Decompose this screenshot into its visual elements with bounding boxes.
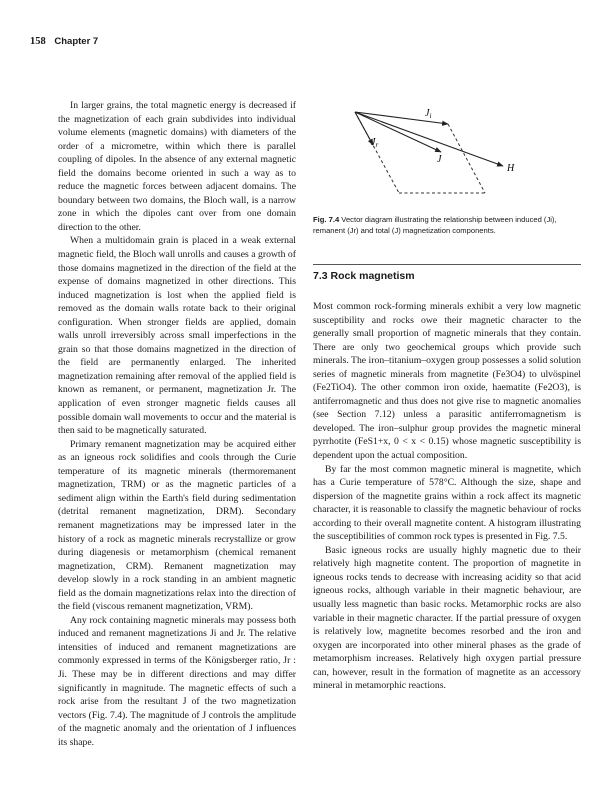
ji-label-main: J	[425, 108, 430, 119]
vector-diagram-svg	[313, 96, 581, 206]
paragraph: Primary remanent magnetization may be acquired either as an igneous rock solidifies and cools through the Curie temperature of its magnetic minerals (thermoremanent magnetization, TRM) or as the magnetic particles of a sediment align within the Earth's field during sedimentation (detrital remanent magnetization, DRM). Secondary remanent magnetizations may be impressed later in the history of a rock as magnetic minerals recrystallize or grow during diagenesis or metamorphism (chemical remanent magnetization, CRM). Remanent magnetization may develop slowly in a rock standing in an ambient magnetic field as the domain magnetizations relax into the direction of the field (viscous remanent magnetization, VRM).	[58, 438, 296, 613]
h-field-arrow	[355, 112, 503, 166]
right-column	[313, 300, 581, 693]
ji-label-sub: i	[429, 112, 432, 120]
section-rule	[313, 264, 581, 265]
vector-diagram	[313, 96, 581, 206]
jr-parallel-dashed	[448, 124, 485, 193]
chapter-label: Chapter 7	[54, 36, 99, 47]
page-number: 158	[30, 36, 46, 47]
paragraph: Most common rock-forming minerals exhibit a very low magnetic susceptibility and rocks owe their magnetic character to the generally small proportion of magnetic minerals that they contain. There are only two geochemical groups which provide such minerals. The iron–titanium–oxygen group possesses a solid solution series of magnetic minerals from magnetite (Fe3O4) to ulvöspinel (Fe2TiO4). The other common iron oxide, haematite (Fe2O3), is antiferromagnetic and thus does not give rise to magnetic anomalies (see Section 7.12) unless a parasitic antiferromagnetism is developed. The iron–sulphur group provides the magnetic mineral pyrrhotite (FeS1+x, 0 < x < 0.15) whose magnetic susceptibility is dependent upon the actual composition.	[313, 301, 581, 462]
paragraph: By far the most common magnetic mineral is magnetite, which has a Curie temperature of 578°C. Although the size, shape and dispersion of the magnetite grains within a rock affect its magnetic character, it is reasonable to classify the magnetic behaviour of rocks according to their overall magnetite content. A histogram illustrating the susceptibilities of common rock types is presented in Fig. 7.5.	[313, 463, 581, 543]
paragraph: In larger grains, the total magnetic energy is decreased if the magnetization of each grain subdivides into individual volume elements (magnetic domains) with diameters of the order of a micrometre, within which there is parallel coupling of dipoles. In the absence of any external magnetic field the domains become oriented in such a way as to reduce the magnetic forces between adjacent domains. The boundary between two domains, the Bloch wall, is a narrow zone in which the dipoles cant over from one domain direction to the other.	[58, 100, 296, 233]
jr-label	[371, 137, 378, 149]
left-column	[58, 99, 296, 749]
paragraph: When a multidomain grain is placed in a weak external magnetic field, the Bloch wall unrolls and causes a growth of those domains magnetized in the direction of the field at the expense of domains magnetized in other directions. This induced magnetization is lost when the applied field is removed as the domain walls rotate back to their original configuration. When stronger fields are applied, domain walls unroll irreversibly across small imperfections in the grain so that those domains magnetized in the direction of the field are permanently enlarged. The inherited magnetization remaining after removal of the applied field is known as remanent, or permanent, magnetization Jr. The application of even stronger magnetic fields causes all possible domain wall movements to occur and the material is then said to be magnetically saturated.	[58, 235, 296, 437]
jr-label-sub: r	[375, 141, 379, 149]
jr-label-main: J	[371, 137, 376, 148]
paragraph: Any rock containing magnetic minerals may possess both induced and remanent magnetizations Ji and Jr. The relative intensities of induced and remanent magnetizations are commonly expressed in terms of the Königsberger ratio, Jr : Ji. These may be in different directions and may differ significantly in magnitude. The magnetic effects of such a rock arise from the resultant J of the two magnetization vectors (Fig. 7.4). The magnitude of J controls the amplitude of the magnetic anomaly and the orientation of J influences its shape.	[58, 614, 296, 748]
figure-caption	[313, 214, 575, 236]
running-header	[30, 36, 98, 47]
j-label: J	[437, 154, 442, 165]
paragraph: Basic igneous rocks are usually highly magnetic due to their relatively high magnetite content. The proportion of magnetite in igneous rocks tends to decrease with increasing acidity so that acid igneous rocks, although variable in their magnetic behaviour, are usually less magnetic than basic rocks. Metamorphic rocks are also variable in their magnetic character. If the partial pressure of oxygen is relatively low, magnetite becomes resorbed and the iron and oxygen are incorporated into other mineral phases as the grade of metamorphism increases. Relatively high oxygen partial pressure can, however, result in the formation of magnetite as an accessory mineral in metamorphic reactions.	[313, 544, 581, 692]
caption-text: Vector diagram illustrating the relationship between induced (Ji), remanent (Jr) and total (J) magnetization components.	[313, 215, 557, 235]
caption-label: Fig. 7.4	[313, 215, 340, 224]
h-label: H	[507, 163, 515, 174]
section-heading: 7.3 Rock magnetism	[313, 270, 415, 282]
ji-label	[425, 108, 431, 120]
